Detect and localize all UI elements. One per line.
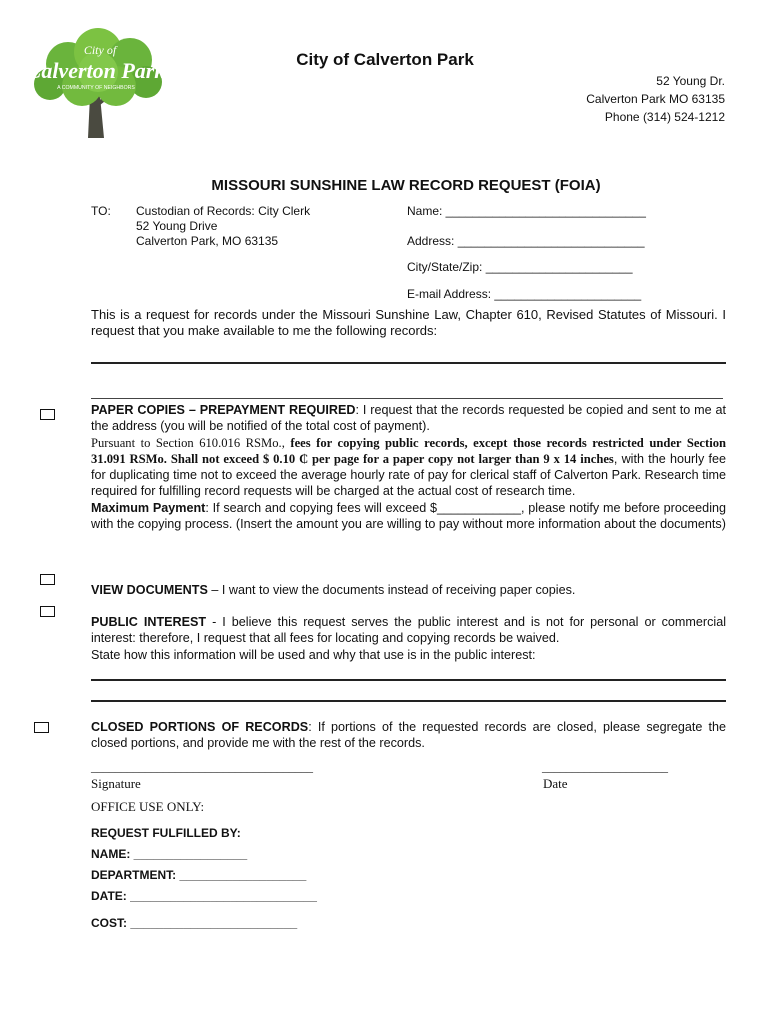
office-cost-field[interactable]: COST: _________________________ [91,916,298,930]
phone: Phone (314) 524-1212 [604,110,725,124]
maximum-payment-label: Maximum Payment [91,500,206,515]
logo-line2: Calverton Park [28,58,166,83]
custodian-address: 52 Young Drive [136,219,218,233]
view-documents-checkbox[interactable] [40,574,55,585]
logo-tagline: A COMMUNITY OF NEIGHBORS [57,85,135,91]
paper-copies-text: : I request that the records requested be copied and sent to me at the address (you will be notified of the total cost of payment). [91,403,726,434]
org-name: City of Calverton Park [296,50,474,69]
office-name-field[interactable]: NAME: _________________ [91,847,248,861]
signature-label: Signature [91,776,141,791]
custodian-city: Calverton Park, MO 63135 [136,234,279,248]
office-use-heading: OFFICE USE ONLY: [91,799,205,814]
city-state-zip-field[interactable]: City/State/Zip: ______________________ [407,260,633,274]
view-documents-text: – I want to view the documents instead of receiving paper copies. [207,583,576,597]
form-title: MISSOURI SUNSHINE LAW RECORD REQUEST (FOIA) [211,177,601,194]
public-interest-checkbox[interactable] [40,606,55,617]
public-interest-line-1[interactable] [91,679,726,681]
paper-copies-heading: PAPER COPIES – PREPAYMENT REQUIRED [91,403,356,417]
address-line2: Calverton Park MO 63135 [586,92,725,106]
public-interest-use-text: State how this information will be used and why that use is in the public interest: [91,647,536,662]
view-documents-paragraph [91,582,726,598]
paper-copies-paragraph [91,402,726,532]
statute-fee-text: fees for copying public records, except those records restricted under Section 31.091 RSMo. Shall not exceed $ 0.10 ₵ per page for a paper copy not larger than 9 x 14 inches [91,435,726,466]
signature-line[interactable]: _____________________________________ [91,760,313,774]
custodian-line: Custodian of Records: City Clerk [136,204,311,218]
closed-portions-text: : If portions of the requested records are closed, please segregate the closed portions, and provide me with the rest of the records. [91,720,727,751]
to-label: TO: [91,204,111,218]
date-label: Date [543,776,568,791]
maximum-payment-text: : If search and copying fees will exceed $____________, please notify me before proceeding with the copying process. (Insert the amount you are willing to pay without more information about the documents) [91,500,726,532]
hourly-fee-text: , with the hourly fee for duplicating time not to exceed the average hourly rate of pay for clerical staff of Calverton Park. Research time required for fulfilling record requests will be charged at the actual cost of research time. [91,451,726,499]
city-logo [28,26,168,144]
public-interest-text: - I believe this request serves the public interest and is not for personal or commercial interest: therefore, I request that all fees for locating and copying records be waived. [91,615,727,646]
public-interest-line-2[interactable] [91,700,726,702]
public-interest-paragraph [91,614,726,663]
date-line[interactable]: _____________________ [542,760,668,774]
office-date-field[interactable]: DATE: ____________________________ [91,889,317,903]
view-documents-heading: VIEW DOCUMENTS [91,583,208,597]
intro-paragraph: This is a request for records under the Missouri Sunshine Law, Chapter 610, Revised Statutes of Missouri. I request that you make available to me the following records: [91,307,726,339]
closed-portions-checkbox[interactable] [34,722,49,733]
address-line1: 52 Young Dr. [656,74,725,88]
office-department-field[interactable]: DEPARTMENT: ___________________ [91,868,307,882]
email-field[interactable]: E-mail Address: ______________________ [407,287,642,301]
closed-portions-paragraph [91,719,726,752]
records-line-1[interactable] [91,362,726,364]
records-line-2[interactable] [91,398,723,399]
address-field[interactable]: Address: ____________________________ [407,234,645,248]
request-fulfilled-label: REQUEST FULFILLED BY: [91,826,241,840]
public-interest-heading: PUBLIC INTEREST [91,615,207,629]
paper-copies-checkbox[interactable] [40,409,55,420]
name-field[interactable]: Name: ______________________________ [407,204,646,218]
statute-lead: Pursuant to Section 610.016 RSMo., [91,435,285,450]
closed-portions-heading: CLOSED PORTIONS OF RECORDS [91,720,309,734]
logo-line1: City of [83,43,117,57]
